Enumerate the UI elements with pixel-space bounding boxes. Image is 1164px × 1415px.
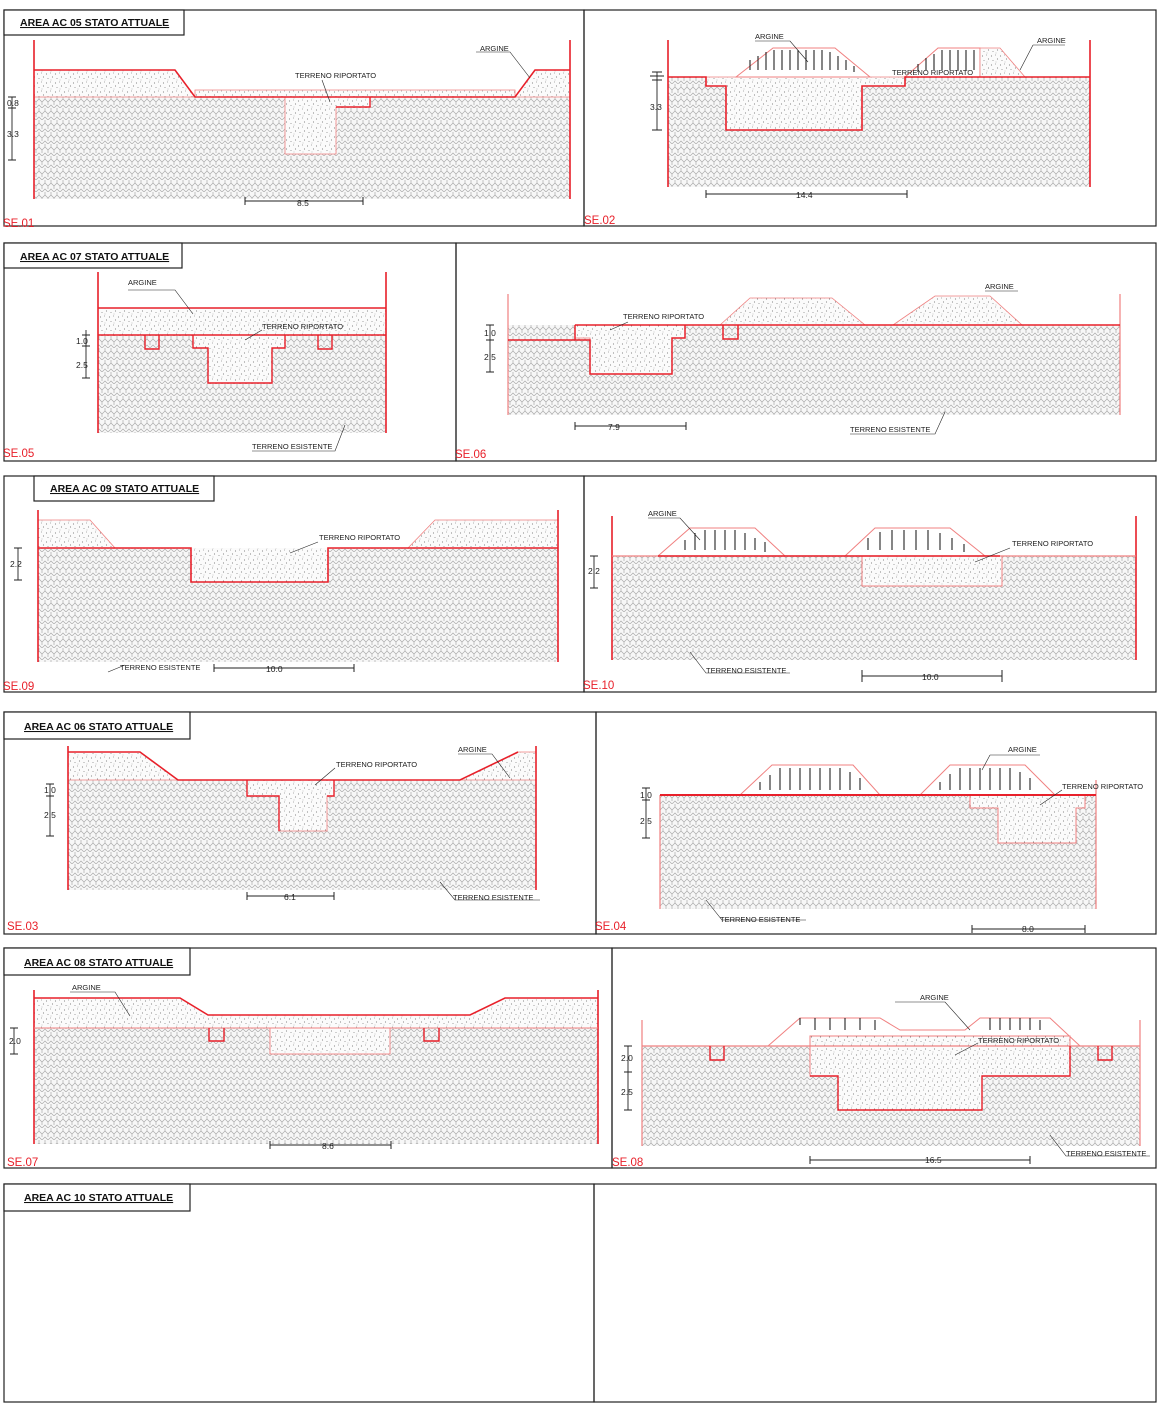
label-terreno-riportato: TERRENO RIPORTATO [623, 312, 705, 321]
label-terreno-esistente: TERRENO ESISTENTE [850, 425, 931, 434]
embankment-left [34, 70, 195, 97]
leader-line [1020, 45, 1065, 70]
argine-layer [34, 998, 598, 1028]
width-label: 8.6 [322, 1141, 334, 1151]
label-argine: ARGINE [920, 993, 949, 1002]
width-dimension [810, 1156, 1030, 1164]
height-label: 2.5 [484, 352, 496, 362]
section-id-se08: SE.08 [612, 1157, 644, 1169]
height-label: 1.0 [44, 785, 56, 795]
height-label: 2.2 [588, 566, 600, 576]
label-terreno-riportato: TERRENO RIPORTATO [892, 68, 974, 77]
embankment-right [515, 70, 570, 97]
width-label: 8.5 [297, 198, 309, 208]
width-dimension [575, 422, 686, 430]
label-terreno-riportato: TERRENO RIPORTATO [336, 760, 418, 769]
embankment-right [408, 520, 558, 548]
width-label: 6.1 [284, 892, 296, 902]
section-id-se01: SE.01 [3, 218, 35, 230]
width-label: 10.0 [922, 672, 939, 682]
label-argine: ARGINE [755, 32, 784, 41]
section-id-se03: SE.03 [7, 921, 39, 933]
section-id-se02: SE.02 [584, 215, 616, 227]
label-argine: ARGINE [480, 44, 509, 53]
label-terreno-esistente: TERRENO ESISTENTE [706, 666, 787, 675]
panel-frame-se11 [4, 1184, 594, 1402]
section-se09 [3, 510, 558, 693]
panel-frame-se12 [594, 1184, 1156, 1402]
embankment-right [460, 752, 536, 780]
embankment-left [38, 520, 115, 548]
width-label: 8.0 [1022, 924, 1034, 934]
section-se10 [583, 509, 1136, 692]
height-label: 2.0 [9, 1036, 21, 1046]
label-argine: ARGINE [985, 282, 1014, 291]
argine-left [736, 48, 870, 77]
label-argine: ARGINE [1008, 745, 1037, 754]
area-title-ac09: AREA AC 09 STATO ATTUALE [50, 483, 200, 495]
section-id-se09: SE.09 [3, 681, 35, 693]
label-terreno-riportato: TERRENO RIPORTATO [1062, 782, 1144, 791]
section-id-se04: SE.04 [595, 921, 627, 933]
height-label: 2.2 [10, 559, 22, 569]
area-title-ac07: AREA AC 07 STATO ATTUALE [20, 251, 170, 263]
argine-left [720, 298, 865, 325]
label-argine: ARGINE [128, 278, 157, 287]
height-label: 1.0 [76, 336, 88, 346]
width-label: 14.4 [796, 190, 813, 200]
area-title-ac06: AREA AC 06 STATO ATTUALE [24, 721, 174, 733]
section-se03 [7, 745, 540, 933]
width-dimension [214, 664, 354, 672]
width-label: 7.9 [608, 422, 620, 432]
height-label: 2.5 [76, 360, 88, 370]
height-label: 0.8 [7, 98, 19, 108]
height-label: 2.5 [640, 816, 652, 826]
section-id-se07: SE.07 [7, 1157, 39, 1169]
label-argine: ARGINE [72, 983, 101, 992]
width-label: 10.0 [266, 664, 283, 674]
area-title-ac08: AREA AC 08 STATO ATTUALE [24, 957, 174, 969]
label-terreno-riportato: TERRENO RIPORTATO [295, 71, 377, 80]
label-argine: ARGINE [458, 745, 487, 754]
height-label: 2.0 [621, 1053, 633, 1063]
label-argine: ARGINE [1037, 36, 1066, 45]
height-label: 3.3 [7, 129, 19, 139]
height-label: 2.5 [44, 810, 56, 820]
argine-right-fill [980, 48, 1025, 77]
section-se04 [595, 745, 1143, 934]
label-terreno-riportato: TERRENO RIPORTATO [978, 1036, 1060, 1045]
section-se01 [3, 40, 570, 230]
fill-material [191, 548, 328, 582]
label-terreno-riportato: TERRENO RIPORTATO [319, 533, 401, 542]
label-terreno-esistente: TERRENO ESISTENTE [453, 893, 534, 902]
section-se05 [3, 272, 386, 460]
leader-line [895, 1002, 970, 1030]
area-title-ac05: AREA AC 05 STATO ATTUALE [20, 17, 170, 29]
embankment-left [68, 752, 178, 780]
fill-material [862, 556, 1002, 586]
leader-line [476, 52, 530, 78]
section-se02 [584, 32, 1090, 227]
height-label: 1.0 [640, 790, 652, 800]
section-id-se05: SE.05 [3, 448, 35, 460]
height-label: 3.3 [650, 102, 662, 112]
section-id-se06: SE.06 [455, 449, 487, 461]
height-label: 1.0 [484, 328, 496, 338]
argine-right [920, 765, 1055, 795]
fill-material [575, 325, 685, 374]
height-label: 2.5 [621, 1087, 633, 1097]
section-se06 [455, 282, 1120, 461]
fill-material [270, 1028, 390, 1054]
section-se08 [612, 993, 1150, 1169]
height-dimension [650, 72, 664, 130]
label-argine: ARGINE [648, 509, 677, 518]
label-terreno-esistente: TERRENO ESISTENTE [252, 442, 333, 451]
label-terreno-riportato: TERRENO RIPORTATO [1012, 539, 1094, 548]
label-terreno-esistente: TERRENO ESISTENTE [1066, 1149, 1147, 1158]
argine-right [893, 296, 1022, 325]
area-title-ac10: AREA AC 10 STATO ATTUALE [24, 1192, 174, 1204]
argine-left [658, 528, 785, 556]
label-terreno-riportato: TERRENO RIPORTATO [262, 322, 344, 331]
section-id-se10: SE.10 [583, 680, 615, 692]
label-terreno-esistente: TERRENO ESISTENTE [720, 915, 801, 924]
label-terreno-esistente: TERRENO ESISTENTE [120, 663, 201, 672]
section-se07 [7, 983, 598, 1169]
width-label: 16.5 [925, 1155, 942, 1165]
